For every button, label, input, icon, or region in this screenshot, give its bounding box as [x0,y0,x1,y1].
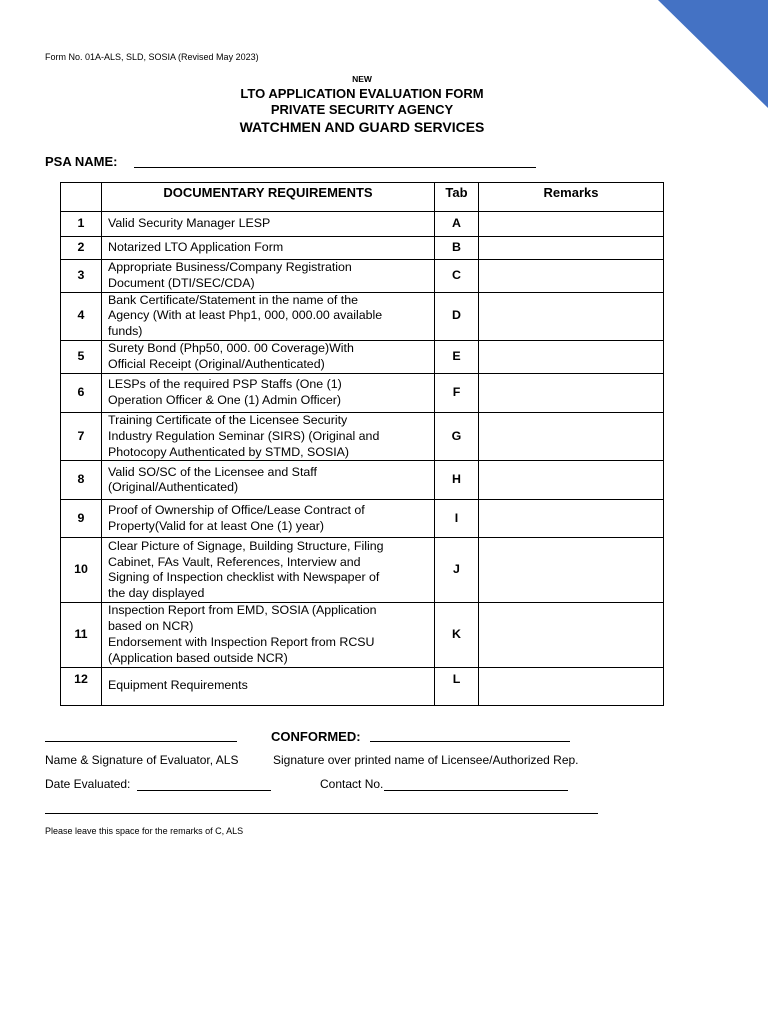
contact-number-field[interactable] [384,790,568,791]
row-number: 7 [61,412,102,460]
requirement-line: Property(Valid for at least One (1) year) [108,518,325,533]
tab-letter: E [435,340,479,373]
licensee-signature-label: Signature over printed name of Licensee/Authorized Rep. [273,753,579,767]
requirement-line: (Application based outside NCR) [108,650,288,665]
remarks-cell[interactable] [479,461,664,500]
table-row [61,373,664,412]
requirement-line: Official Receipt (Original/Authenticated) [108,356,325,371]
table-row [61,412,664,460]
row-number: 5 [61,340,102,373]
requirement-line: Valid Security Manager LESP [108,216,271,231]
evaluator-label: Name & Signature of Evaluator, ALS [45,753,239,767]
requirement-line: based on NCR) [108,619,194,634]
requirement-line: Appropriate Business/Company Registration [108,260,352,274]
requirement-line: Industry Regulation Seminar (SIRS) (Original and [108,428,380,443]
tab-letter: L [435,667,479,705]
requirement-line: Valid SO/SC of the Licensee and Staff [108,464,317,479]
table-row [61,237,664,260]
remarks-line[interactable] [45,813,598,814]
psa-name-label: PSA NAME: [45,154,118,169]
tab-letter: C [435,260,479,293]
remarks-cell[interactable] [479,292,664,340]
new-label: NEW [352,74,372,84]
form-subtitle-services: WATCHMEN AND GUARD SERVICES [239,119,485,135]
remarks-cell[interactable] [479,412,664,460]
requirement-cell [102,237,435,260]
requirement-line: the day displayed [108,586,205,601]
requirement-line: Equipment Requirements [108,678,248,693]
remarks-cell[interactable] [479,237,664,260]
row-number: 6 [61,373,102,412]
tab-letter: K [435,603,479,667]
evaluator-signature-line[interactable] [45,741,237,742]
requirement-cell [102,603,435,667]
tab-letter: I [435,500,479,538]
requirement-line: Document (DTI/SEC/CDA) [108,275,255,290]
remarks-cell[interactable] [479,538,664,603]
requirements-column-header: DOCUMENTARY REQUIREMENTS [102,183,435,212]
requirement-line: Signing of Inspection checklist with Newspaper of [108,570,380,585]
remarks-cell[interactable] [479,603,664,667]
requirement-cell [102,500,435,538]
row-number: 8 [61,461,102,500]
requirement-cell [102,292,435,340]
table-header-row [61,183,664,212]
requirement-cell [102,260,435,293]
date-evaluated-field[interactable] [137,790,271,791]
remarks-column-header: Remarks [479,183,664,212]
requirement-line: Agency (With at least Php1, 000, 000.00 available [108,308,383,323]
table-row [61,340,664,373]
requirements-table-body [61,212,664,706]
date-evaluated-label: Date Evaluated: [45,777,131,791]
table-row [61,260,664,293]
row-number: 11 [61,603,102,667]
requirement-cell [102,412,435,460]
requirement-line: LESPs of the required PSP Staffs (One (1) [108,377,342,392]
remarks-cell[interactable] [479,212,664,237]
requirement-line: Surety Bond (Php50, 000. 00 Coverage)With [108,341,354,356]
requirement-line: Inspection Report from EMD, SOSIA (Application [108,603,377,618]
remarks-cell[interactable] [479,260,664,293]
tab-letter: B [435,237,479,260]
requirement-line: Cabinet, FAs Vault, References, Interview and [108,554,361,569]
remarks-note: Please leave this space for the remarks of C, ALS [45,826,244,836]
requirement-line: Operation Officer & One (1) Admin Officer) [108,392,341,407]
table-row [61,461,664,500]
requirement-line: (Original/Authenticated) [108,480,239,495]
table-row [61,292,664,340]
requirement-cell [102,373,435,412]
requirement-line: Photocopy Authenticated by STMD, SOSIA) [108,444,350,459]
requirement-cell [102,340,435,373]
row-number: 12 [61,667,102,705]
requirement-cell [102,538,435,603]
row-number: 9 [61,500,102,538]
table-row [61,667,664,705]
psa-name-field[interactable] [134,167,536,168]
requirement-line: Training Certificate of the Licensee Security [108,412,348,427]
requirement-line: Clear Picture of Signage, Building Structure, Filing [108,538,384,553]
row-number: 1 [61,212,102,237]
conformed-signature-line[interactable] [370,741,570,742]
tab-letter: D [435,292,479,340]
row-number: 2 [61,237,102,260]
requirement-cell [102,667,435,705]
row-number: 4 [61,292,102,340]
requirements-table [60,182,664,706]
table-row [61,538,664,603]
tab-column-header: Tab [435,183,479,212]
table-row [61,603,664,667]
conformed-label: CONFORMED: [271,729,361,744]
requirement-line: funds) [108,324,143,339]
remarks-cell[interactable] [479,500,664,538]
table-row [61,500,664,538]
number-column-header [61,183,102,212]
form-title: LTO APPLICATION EVALUATION FORM [240,86,484,101]
table-row [61,212,664,237]
row-number: 10 [61,538,102,603]
requirement-cell [102,461,435,500]
requirement-cell [102,212,435,237]
form-subtitle-agency: PRIVATE SECURITY AGENCY [270,102,454,117]
remarks-cell[interactable] [479,667,664,705]
requirement-line: Notarized LTO Application Form [108,240,284,255]
tab-letter: F [435,373,479,412]
form-number: Form No. 01A-ALS, SLD, SOSIA (Revised May 2023) [45,52,259,62]
tab-letter: G [435,412,479,460]
row-number: 3 [61,260,102,293]
remarks-cell[interactable] [479,340,664,373]
requirement-line: Endorsement with Inspection Report from RCSU [108,634,375,649]
contact-number-label: Contact No. [320,777,384,791]
tab-letter: A [435,212,479,237]
tab-letter: H [435,461,479,500]
requirement-line: Bank Certificate/Statement in the name of the [108,292,359,307]
tab-letter: J [435,538,479,603]
remarks-cell[interactable] [479,373,664,412]
requirement-line: Proof of Ownership of Office/Lease Contract of [108,503,365,518]
